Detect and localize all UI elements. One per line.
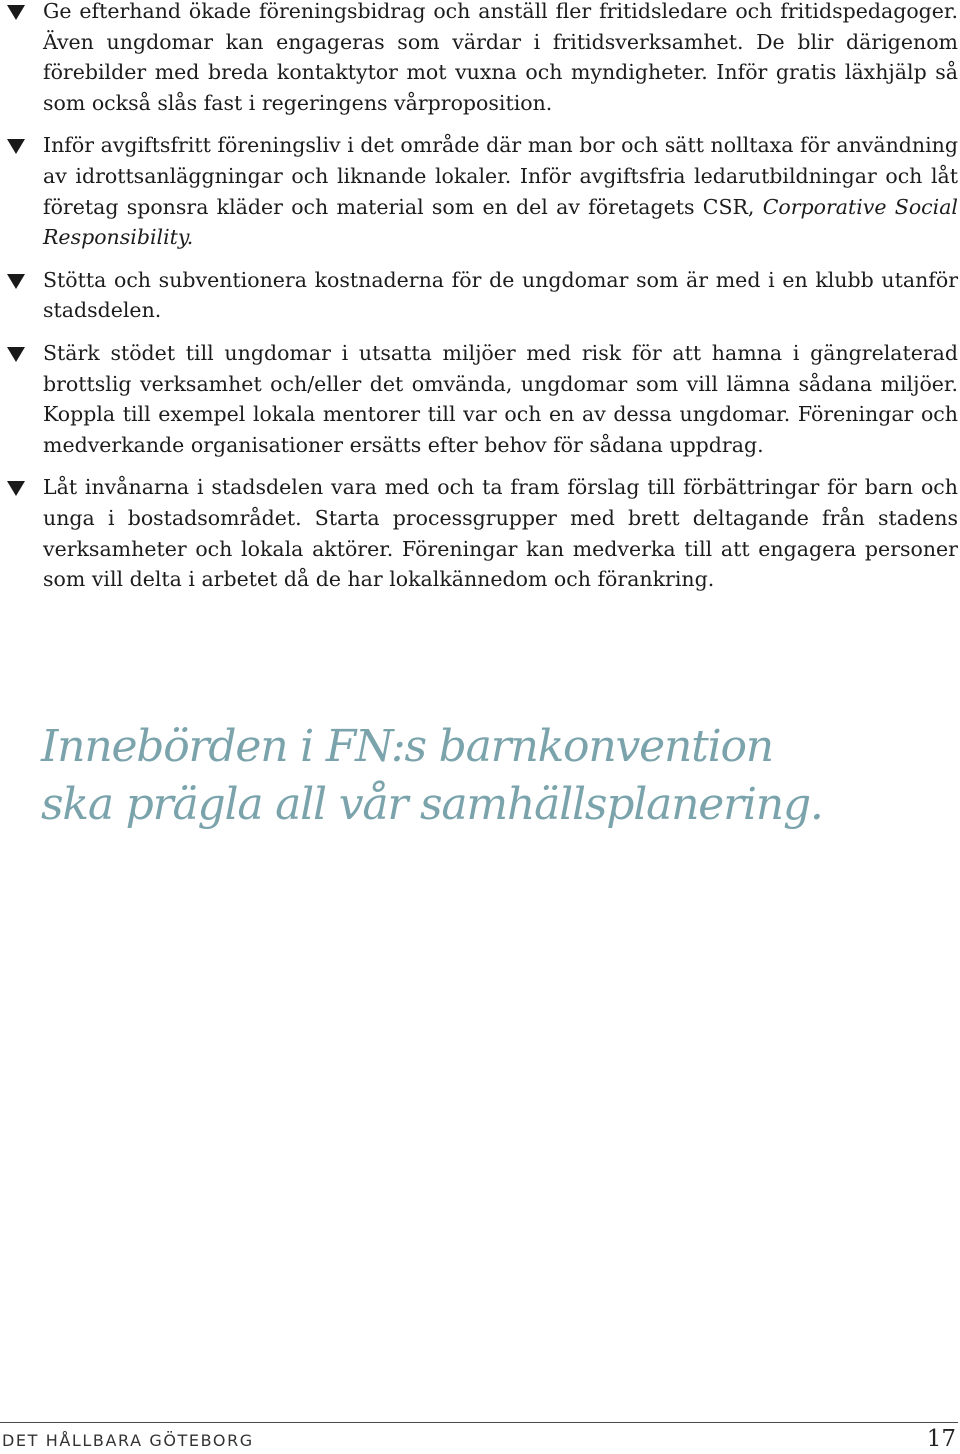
- pull-quote-line-1: Innebörden i FN:s barnkonvention: [41, 721, 773, 772]
- down-triangle-icon: [7, 5, 25, 20]
- footer-publication-title: DET HÅLLBARA GÖTEBORG: [2, 1431, 254, 1450]
- list-item-text: Ge efterhand ökade föreningsbidrag och anställ fler fritidsledare och fritidspedagoger. Även ungdomar kan engageras som värdar i fritidsverksamhet. De blir därigenom förebilder med breda kontaktytor mot vuxna och myndigheter. Inför gratis läxhjälp så som också slås fast i regeringens vårproposition.: [43, 0, 958, 115]
- list-item-text: Låt invånarna i stadsdelen vara med och ta fram förslag till förbättringar för barn och unga i bostadsområdet. Starta processgrupper med brett deltagande från stadens verksamheter och lokala aktörer. Föreningar kan medverka till att engagera personer som vill delta i arbetet då de har lokalkännedom och förankring.: [43, 475, 958, 592]
- recommendation-list: [0, 0, 958, 607]
- down-triangle-icon: [7, 481, 25, 496]
- down-triangle-icon: [7, 274, 25, 289]
- pull-quote: [41, 718, 921, 834]
- list-item-text: Stötta och subventionera kostnaderna för de ungdomar som är med i en klubb utanför stadsdelen.: [43, 267, 958, 323]
- pull-quote-line-2: ska prägla all vår samhällsplanering.: [41, 779, 823, 830]
- down-triangle-icon: [7, 347, 25, 362]
- list-item: [0, 338, 958, 460]
- list-item: [0, 0, 958, 118]
- list-item-text: Inför avgiftsfritt föreningsliv i det område där man bor och sätt nolltaxa för användning av idrottsanläggningar och liknande lokaler. Inför avgiftsfria ledarutbildningar och låt företag sponsra kläder och material som en del av företagets CSR,: [43, 133, 958, 219]
- list-item: [0, 265, 958, 326]
- page-number: 17: [926, 1426, 956, 1452]
- list-item-italic-text: Corporative Social Responsibility.: [43, 194, 958, 250]
- list-item: [0, 130, 958, 252]
- down-triangle-icon: [7, 139, 25, 154]
- footer-divider: [0, 1422, 958, 1423]
- list-item-text: Stärk stödet till ungdomar i utsatta miljöer med risk för att hamna i gängrelaterad brottslig verksamhet och/eller det omvända, ungdomar som vill lämna sådana miljöer. Koppla till exempel lokala mentorer till var och en av dessa ungdomar. Föreningar och medverkande organisationer ersätts efter behov för sådana uppdrag.: [43, 340, 958, 457]
- list-item: [0, 472, 958, 594]
